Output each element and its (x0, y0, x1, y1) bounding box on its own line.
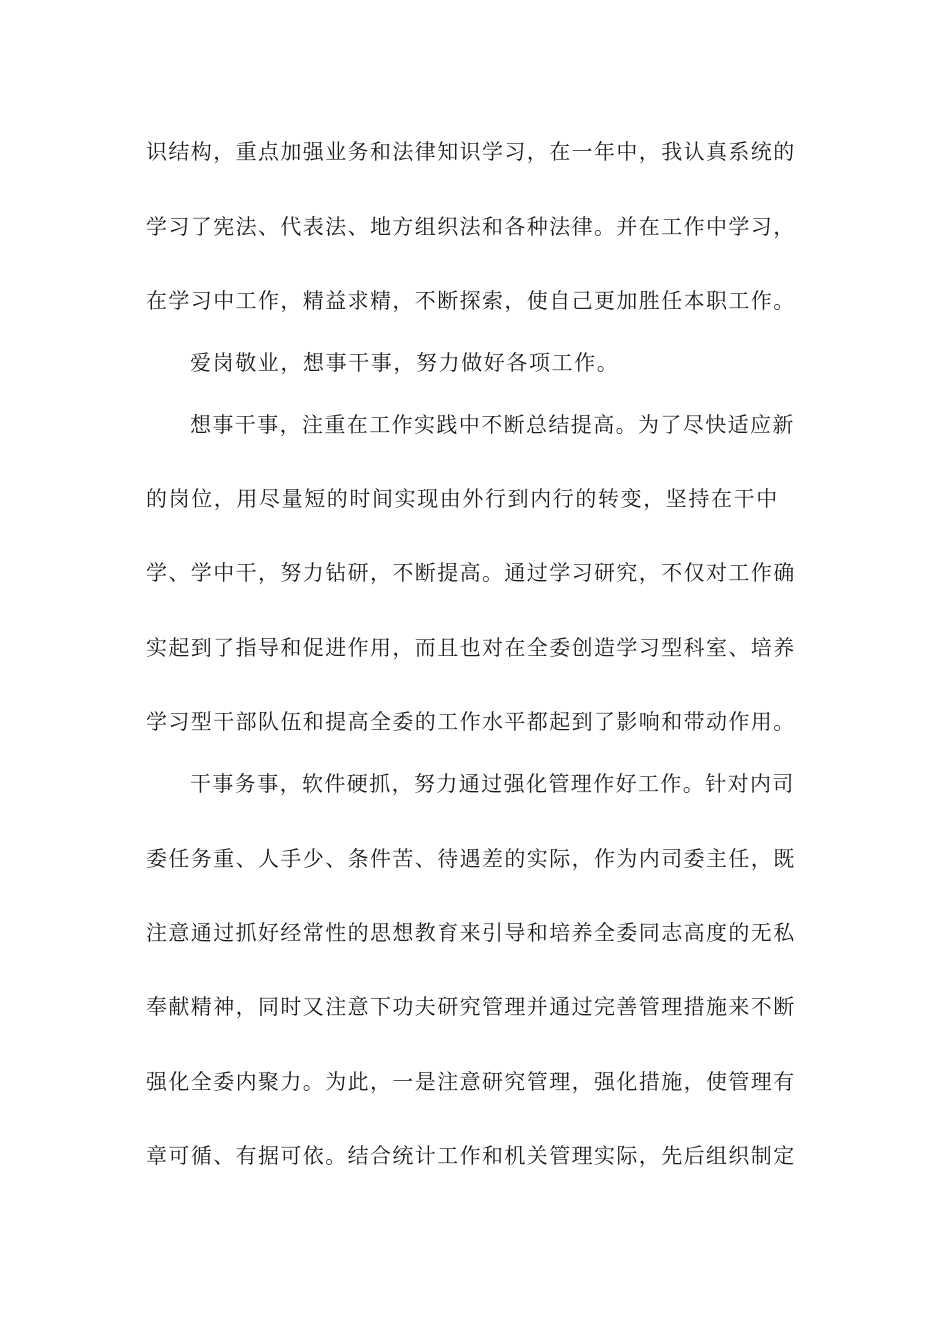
text-line: 学习了宪法、代表法、地方组织法和各种法律。并在工作中学习， (146, 215, 796, 239)
text-line: 在学习中工作，精益求精，不断探索，使自己更加胜任本职工作。 (146, 289, 796, 313)
text-line: 想事干事，注重在工作实践中不断总结提高。为了尽快适应新 (190, 413, 795, 437)
text-line: 爱岗敬业，想事干事，努力做好各项工作。 (190, 351, 620, 375)
text-line: 奉献精神，同时又注意下功夫研究管理并通过完善管理措施来不断 (146, 995, 796, 1019)
text-line: 实起到了指导和促进作用，而且也对在全委创造学习型科室、培养 (146, 636, 796, 660)
text-line: 学习型干部队伍和提高全委的工作水平都起到了影响和带动作用。 (146, 710, 796, 734)
text-line: 强化全委内聚力。为此，一是注意研究管理，强化措施，使管理有 (146, 1070, 796, 1094)
text-line: 识结构，重点加强业务和法律知识学习，在一年中，我认真系统的 (146, 140, 796, 164)
text-line: 注意通过抓好经常性的思想教育来引导和培养全委同志高度的无私 (146, 921, 796, 945)
text-line: 干事务事，软件硬抓，努力通过强化管理作好工作。针对内司 (190, 772, 795, 796)
text-line: 章可循、有据可依。结合统计工作和机关管理实际，先后组织制定 (146, 1144, 796, 1168)
text-line: 的岗位，用尽量短的时间实现由外行到内行的转变，坚持在干中 (146, 487, 779, 511)
text-line: 学、学中干，努力钻研，不断提高。通过学习研究，不仅对工作确 (146, 561, 796, 585)
text-line: 委任务重、人手少、条件苦、待遇差的实际，作为内司委主任，既 (146, 847, 796, 871)
